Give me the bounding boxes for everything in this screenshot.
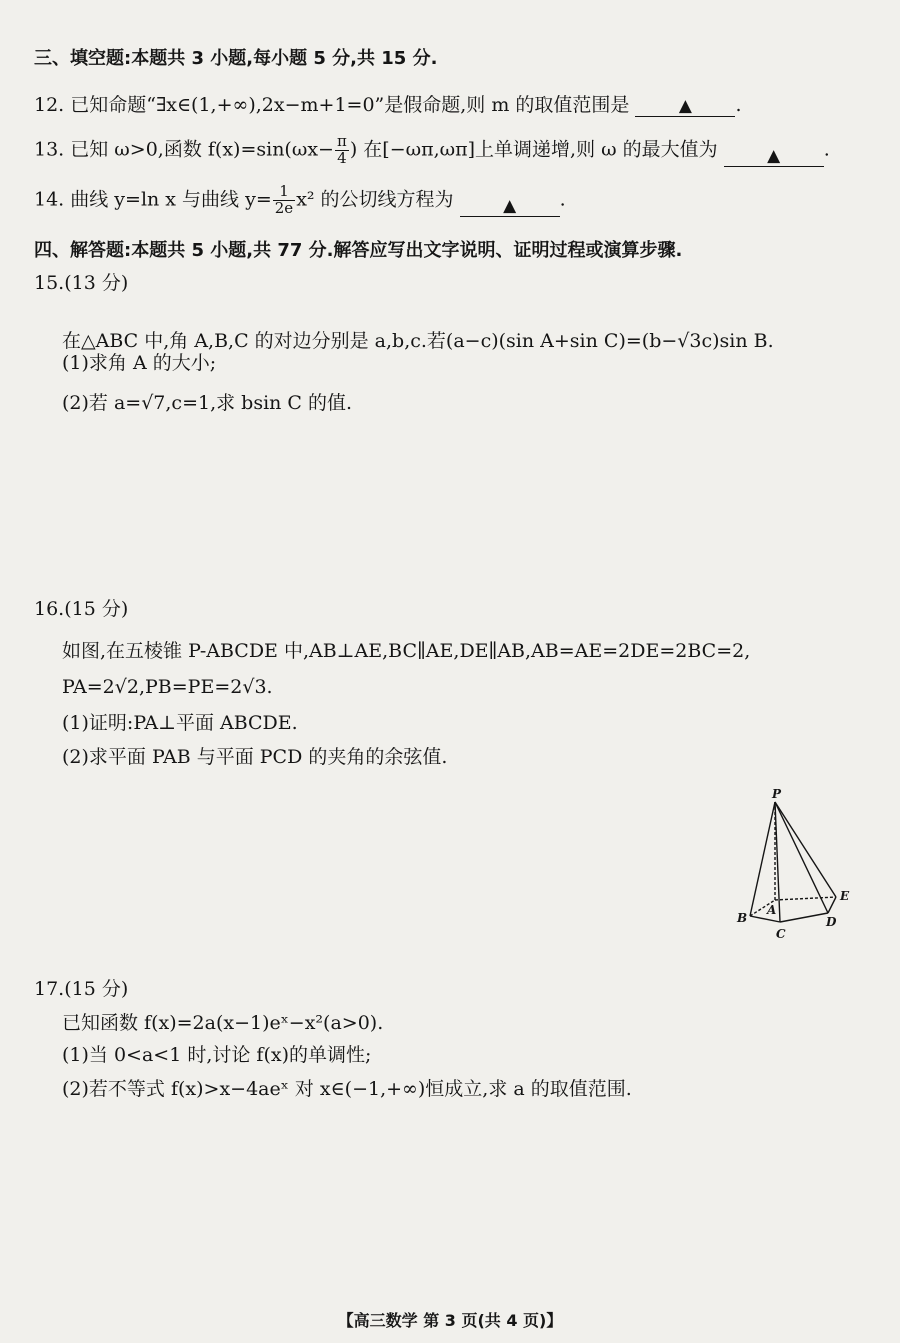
question-12 xyxy=(34,94,742,117)
q13-prefix: 13. 已知 ω>0,函数 f(x)=sin(ωx− xyxy=(34,138,334,161)
q16-stem-line2: PA=2√2,PB=PE=2√3. xyxy=(62,676,273,698)
label-P: P xyxy=(772,787,782,801)
q14-prefix: 14. 曲线 y=ln x 与曲线 y= xyxy=(34,188,272,211)
q14-suffix: x² 的公切线方程为 xyxy=(296,188,454,211)
q16-part2: (2)求平面 PAB 与平面 PCD 的夹角的余弦值. xyxy=(62,746,448,768)
label-C: C xyxy=(776,927,786,941)
q17-part1: (1)当 0<a<1 时,讨论 f(x)的单调性; xyxy=(62,1044,372,1066)
q13-frac-den: 4 xyxy=(337,148,347,167)
label-A: A xyxy=(767,903,777,917)
q12-end: . xyxy=(735,94,742,116)
q17-stem: 已知函数 f(x)=2a(x−1)eˣ−x²(a>0). xyxy=(62,1012,384,1034)
q14-end: . xyxy=(559,188,566,211)
q16-part1: (1)证明:PA⊥平面 ABCDE. xyxy=(62,712,298,734)
edge-PB xyxy=(750,802,775,916)
edge-CD xyxy=(780,913,828,922)
q14-fraction xyxy=(273,184,295,217)
q16-stem-line1: 如图,在五棱锥 P-ABCDE 中,AB⊥AE,BC∥AE,DE∥AB,AB=AE=2DE=2BC=2, xyxy=(62,640,751,662)
section4-heading: 四、解答题:本题共 5 小题,共 77 分.解答应写出文字说明、证明过程或演算步骤. xyxy=(34,240,683,261)
q16-header: 16.(15 分) xyxy=(34,598,129,620)
label-E: E xyxy=(840,889,850,903)
blank-marker-icon: ▲ xyxy=(503,195,517,216)
pyramid-figure xyxy=(720,780,870,950)
edge-DE xyxy=(828,897,836,913)
q15-part1: (1)求角 A 的大小; xyxy=(62,352,217,374)
section3-heading: 三、填空题:本题共 3 小题,每小题 5 分,共 15 分. xyxy=(34,48,438,69)
q15-stem: 在△ABC 中,角 A,B,C 的对边分别是 a,b,c.若(a−c)(sin A+sin C)=(b−√3c)sin B. xyxy=(62,330,774,352)
q13-frac-num: π xyxy=(336,132,347,150)
question-14 xyxy=(34,184,566,217)
q13-end: . xyxy=(823,138,830,161)
q15-part2: (2)若 a=√7,c=1,求 bsin C 的值. xyxy=(62,392,353,414)
label-D: D xyxy=(826,915,837,929)
q14-frac-num: 1 xyxy=(273,184,295,201)
edge-AE xyxy=(775,897,836,900)
q15-header: 15.(13 分) xyxy=(34,272,129,294)
label-B: B xyxy=(737,911,748,925)
edge-PE xyxy=(775,802,836,897)
q14-answer-blank xyxy=(460,195,560,217)
q12-answer-blank xyxy=(635,95,735,117)
q13-suffix: ) 在[−ωπ,ωπ]上单调递增,则 ω 的最大值为 xyxy=(349,138,718,161)
q17-header: 17.(15 分) xyxy=(34,978,129,1000)
edge-PD xyxy=(775,802,828,913)
blank-marker-icon: ▲ xyxy=(678,95,692,116)
question-13 xyxy=(34,134,830,167)
q14-frac-den: 2e xyxy=(274,198,294,217)
page-footer: 【高三数学 第 3 页(共 4 页)】 xyxy=(337,1311,563,1330)
q17-part2: (2)若不等式 f(x)>x−4aeˣ 对 x∈(−1,+∞)恒成立,求 a 的取值范围. xyxy=(62,1078,632,1100)
q13-fraction xyxy=(335,134,349,167)
blank-marker-icon: ▲ xyxy=(767,145,781,166)
q12-text: 12. 已知命题“∃x∈(1,+∞),2x−m+1=0”是假命题,则 m 的取值范围是 xyxy=(34,94,630,116)
q13-answer-blank xyxy=(724,145,824,167)
